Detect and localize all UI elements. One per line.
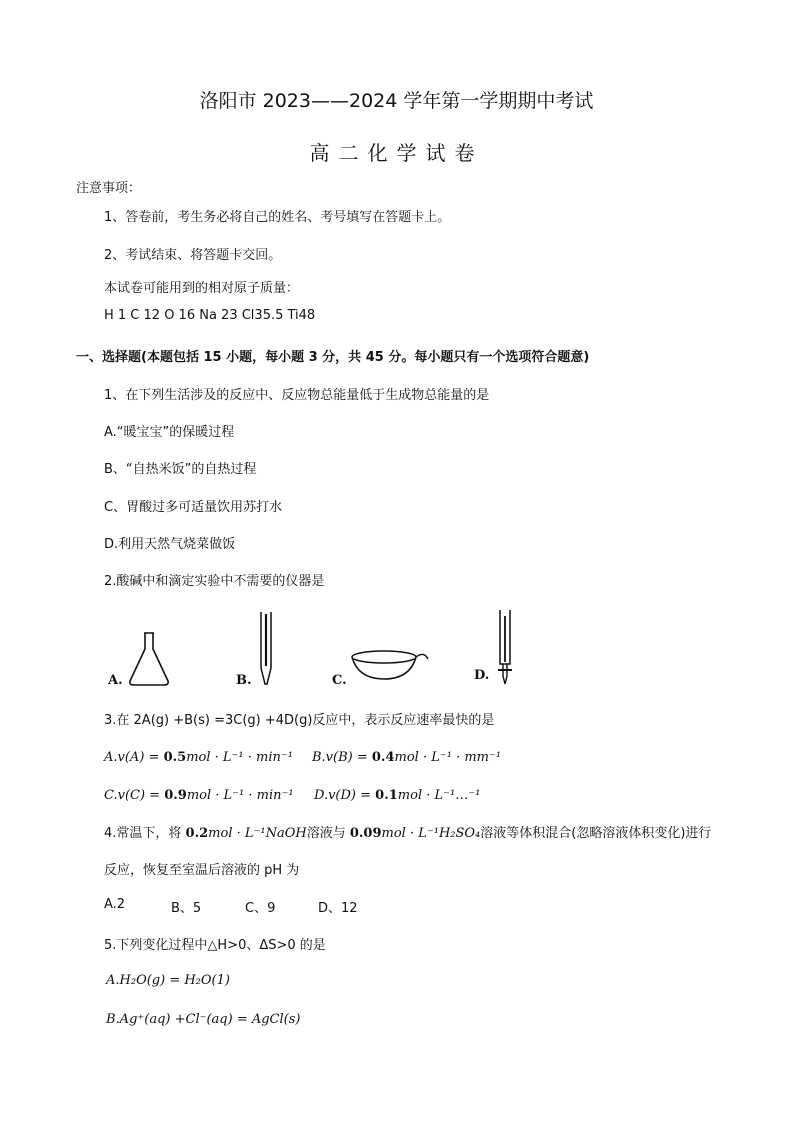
conical-flask-icon — [124, 627, 174, 687]
pipette-icon — [256, 608, 276, 690]
question-4-option-a: A.2 — [104, 897, 126, 912]
option-a-label: A. — [108, 673, 123, 688]
question-1-option-d: D.利用天然气烧菜做饭 — [104, 537, 236, 552]
question-2-stem: 2.酸碱中和滴定实验中不需要的仪器是 — [104, 574, 325, 589]
option-d-label: D. — [474, 668, 490, 683]
option-d-prefix: D.v(D) = — [314, 788, 376, 803]
burette-icon — [494, 606, 516, 688]
option-a-prefix: A.v(A) = — [104, 750, 164, 765]
stem-middle: 溶液与 — [306, 826, 350, 841]
option-a-unit: mol · L⁻¹ · min⁻¹ — [186, 750, 293, 765]
question-4-option-d: D、12 — [318, 901, 358, 916]
option-c-label: C. — [332, 673, 347, 688]
stem-suffix: 溶液等体积混合(忽略溶液体积变化)进行 — [480, 826, 712, 841]
question-4-option-b: B、5 — [171, 901, 202, 916]
option-b-figure — [236, 608, 281, 690]
option-d-unit: mol · L⁻¹…⁻¹ — [397, 788, 481, 803]
question-3-stem: 3.在 2A(g) +B(s) =3C(g) +4D(g)反应中，表示反应速率最快的是 — [104, 713, 495, 728]
evaporating-dish-icon — [348, 645, 430, 685]
question-1-stem: 1、在下列生活涉及的反应中、反应物总能量低于生成物总能量的是 — [104, 388, 490, 403]
option-d-value: 0.1 — [375, 788, 398, 803]
question-1-option-b: B、“自热米饭”的自热过程 — [104, 462, 257, 477]
question-3-option-d — [314, 788, 480, 803]
exam-title: 洛阳市 2023——2024 学年第一学期期中考试 — [199, 90, 594, 112]
question-1-option-c: C、胃酸过多可适量饮用苏打水 — [104, 500, 283, 515]
option-b-value: 0.4 — [371, 750, 395, 765]
question-4-stem-line2: 反应，恢复至室温后溶液的 pH 为 — [104, 863, 300, 878]
exam-subtitle: 高二化学试卷 — [309, 141, 484, 165]
stem-prefix: 4.常温下，将 — [104, 826, 186, 841]
option-a-value: 0.5 — [163, 750, 187, 765]
option-b-label: B. — [236, 673, 252, 688]
option-c-unit: mol · L⁻¹ · min⁻¹ — [186, 788, 294, 803]
option-a-figure — [108, 625, 178, 690]
option-c-value: 0.9 — [164, 788, 187, 803]
option-c-figure — [332, 645, 432, 690]
atomic-masses: H 1 C 12 O 16 Na 23 Cl35.5 Ti48 — [104, 308, 316, 323]
question-5-option-a: A.H₂O(g) = H₂O(1) — [106, 973, 230, 988]
notes-heading: 注意事项： — [76, 181, 142, 196]
question-5-option-b: B.Ag⁺(aq) +Cl⁻(aq) = AgCl(s) — [106, 1012, 301, 1027]
question-3-option-a — [104, 750, 293, 765]
naoh-concentration-value: 0.2 — [185, 826, 209, 841]
option-c-prefix: C.v(C) = — [104, 788, 165, 803]
question-3-option-c — [104, 788, 294, 803]
option-b-prefix: B.v(B) = — [312, 750, 372, 765]
question-4-stem — [104, 822, 711, 841]
h2so4-concentration-unit: mol · L⁻¹H₂SO₄ — [381, 826, 481, 841]
question-3-option-b — [312, 750, 501, 765]
question-1-option-a: A.“暖宝宝”的保暖过程 — [104, 425, 235, 440]
option-b-unit: mol · L⁻¹ · mm⁻¹ — [394, 750, 502, 765]
question-4-option-c: C、9 — [245, 901, 276, 916]
mass-intro: 本试卷可能用到的相对原子质量： — [104, 281, 300, 296]
note-item: 2、考试结束、将答题卡交回。 — [104, 248, 282, 263]
option-d-figure — [474, 606, 519, 690]
h2so4-concentration-value: 0.09 — [349, 826, 382, 841]
section-heading: 一、选择题(本题包括 15 小题，每小题 3 分，共 45 分。每小题只有一个选项符合题意) — [76, 350, 590, 365]
question-5-stem: 5.下列变化过程中△H>0、ΔS>0 的是 — [104, 938, 326, 953]
naoh-concentration-unit: mol · L⁻¹NaOH — [208, 826, 307, 841]
note-item: 1、答卷前，考生务必将自己的姓名、考号填写在答题卡上。 — [104, 210, 451, 225]
